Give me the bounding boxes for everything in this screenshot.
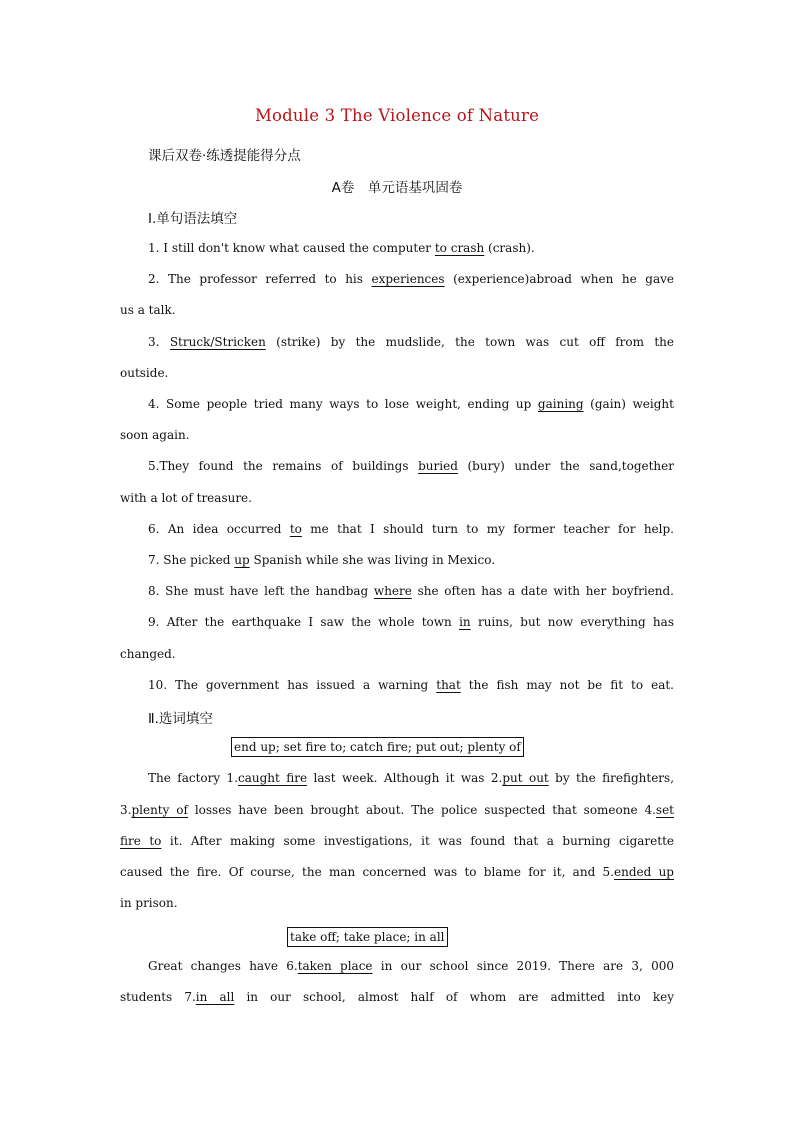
question-3-continuation: outside.	[120, 366, 169, 380]
answer: taken place	[297, 959, 373, 973]
answer: in	[459, 615, 471, 629]
question-text: (bury) under the sand,together	[457, 459, 674, 473]
question-text: she often has a date with her boyfriend.	[411, 584, 674, 598]
passage1-line-4	[120, 864, 674, 880]
question-number: 9.	[148, 615, 160, 629]
question-text: After the earthquake I saw the whole town	[166, 615, 460, 629]
section2-heading: Ⅱ.选词填空	[148, 711, 213, 727]
word-box-1: end up; set fire to; catch fire; put out; plenty of	[231, 737, 524, 757]
question-text: Some people tried many ways to lose weight, ending up	[166, 397, 538, 411]
question-text: She picked	[163, 553, 235, 567]
subtitle: 课后双卷·练透提能得分点	[148, 148, 301, 164]
question-text: (gain) weight	[583, 397, 674, 411]
question-text: The professor referred to his	[168, 272, 372, 286]
passage-text: in our school, almost half of whom are admitted into key	[234, 990, 675, 1004]
passage2-line-2	[120, 989, 674, 1005]
section1-heading: Ⅰ.单句语法填空	[148, 211, 238, 227]
answer: Struck/Stricken	[169, 335, 266, 349]
paper-title: A卷 单元语基巩固卷	[331, 180, 463, 196]
question-number: 4.	[148, 397, 160, 411]
passage-text: in our school since 2019. There are 3, 000	[372, 959, 674, 973]
answer: buried	[418, 459, 458, 473]
question-7	[148, 552, 674, 568]
answer: that	[436, 678, 461, 692]
question-5	[148, 458, 674, 474]
passage-text: by the firefighters,	[548, 771, 675, 785]
passage2-line-1	[148, 958, 674, 974]
question-2-continuation: us a talk.	[120, 303, 176, 317]
passage-text: it. After making some investigations, it was found that a burning cigarette	[161, 834, 674, 848]
answer: gaining	[537, 397, 584, 411]
question-8	[148, 583, 674, 599]
answer: to crash	[434, 241, 485, 255]
question-text: The government has issued a warning	[175, 678, 437, 692]
question-number: 6.	[148, 522, 160, 536]
answer: caught fire	[238, 771, 308, 785]
question-6	[148, 521, 674, 537]
passage-text: losses have been brought about. The police suspected that someone 4.	[187, 803, 656, 817]
question-9	[148, 614, 674, 630]
question-4	[148, 396, 674, 412]
question-text: ruins, but now everything has	[470, 615, 674, 629]
answer: put out	[502, 771, 549, 785]
question-9-continuation: changed.	[120, 647, 176, 661]
question-4-continuation: soon again.	[120, 428, 190, 442]
answer: where	[373, 584, 412, 598]
question-text: (crash).	[484, 241, 535, 255]
question-number: 5.	[148, 459, 160, 473]
passage-text: 3.	[120, 803, 132, 817]
question-text: They found the remains of buildings	[159, 459, 419, 473]
passage-text: last week. Although it was 2.	[307, 771, 503, 785]
question-number: 1.	[148, 241, 160, 255]
answer: fire to	[120, 834, 162, 848]
passage-text: caused the fire. Of course, the man concerned was to blame for it, and 5.	[120, 865, 614, 879]
question-text: me that I should turn to my former teacher for help.	[301, 522, 674, 536]
answer: ended up	[614, 865, 674, 879]
word-box-2: take off; take place; in all	[287, 927, 448, 947]
question-text: the fish may not be fit to eat.	[460, 678, 674, 692]
question-2	[148, 271, 674, 287]
answer: plenty of	[131, 803, 188, 817]
passage1-line-2	[120, 802, 674, 818]
question-10	[148, 677, 674, 693]
question-3	[148, 334, 674, 350]
passage1-line-3	[120, 833, 674, 849]
answer: up	[234, 553, 250, 567]
question-1	[148, 240, 674, 256]
question-number: 10.	[148, 678, 168, 692]
passage-text: students 7.	[120, 990, 196, 1004]
question-number: 2.	[148, 272, 160, 286]
question-text: I still don't know what caused the computer	[163, 241, 435, 255]
answer: set	[655, 803, 674, 817]
module-title: Module 3 The Violence of Nature	[254, 106, 540, 125]
question-number: 3.	[148, 335, 160, 349]
question-text: Spanish while she was living in Mexico.	[249, 553, 496, 567]
question-text: (strike) by the mudslide, the town was cut off from the	[265, 335, 674, 349]
answer: in all	[195, 990, 235, 1004]
question-text: An idea occurred	[167, 522, 290, 536]
question-number: 8.	[148, 584, 160, 598]
question-text: (experience)abroad when he gave	[444, 272, 674, 286]
question-text: She must have left the handbag	[165, 584, 374, 598]
passage1-line-1	[148, 770, 674, 786]
passage-text: Great changes have 6.	[148, 959, 298, 973]
answer: experiences	[371, 272, 445, 286]
question-5-continuation: with a lot of treasure.	[120, 491, 252, 505]
passage-text: The factory 1.	[148, 771, 239, 785]
answer: to	[289, 522, 302, 536]
passage1-line-5: in prison.	[120, 896, 178, 910]
question-number: 7.	[148, 553, 160, 567]
